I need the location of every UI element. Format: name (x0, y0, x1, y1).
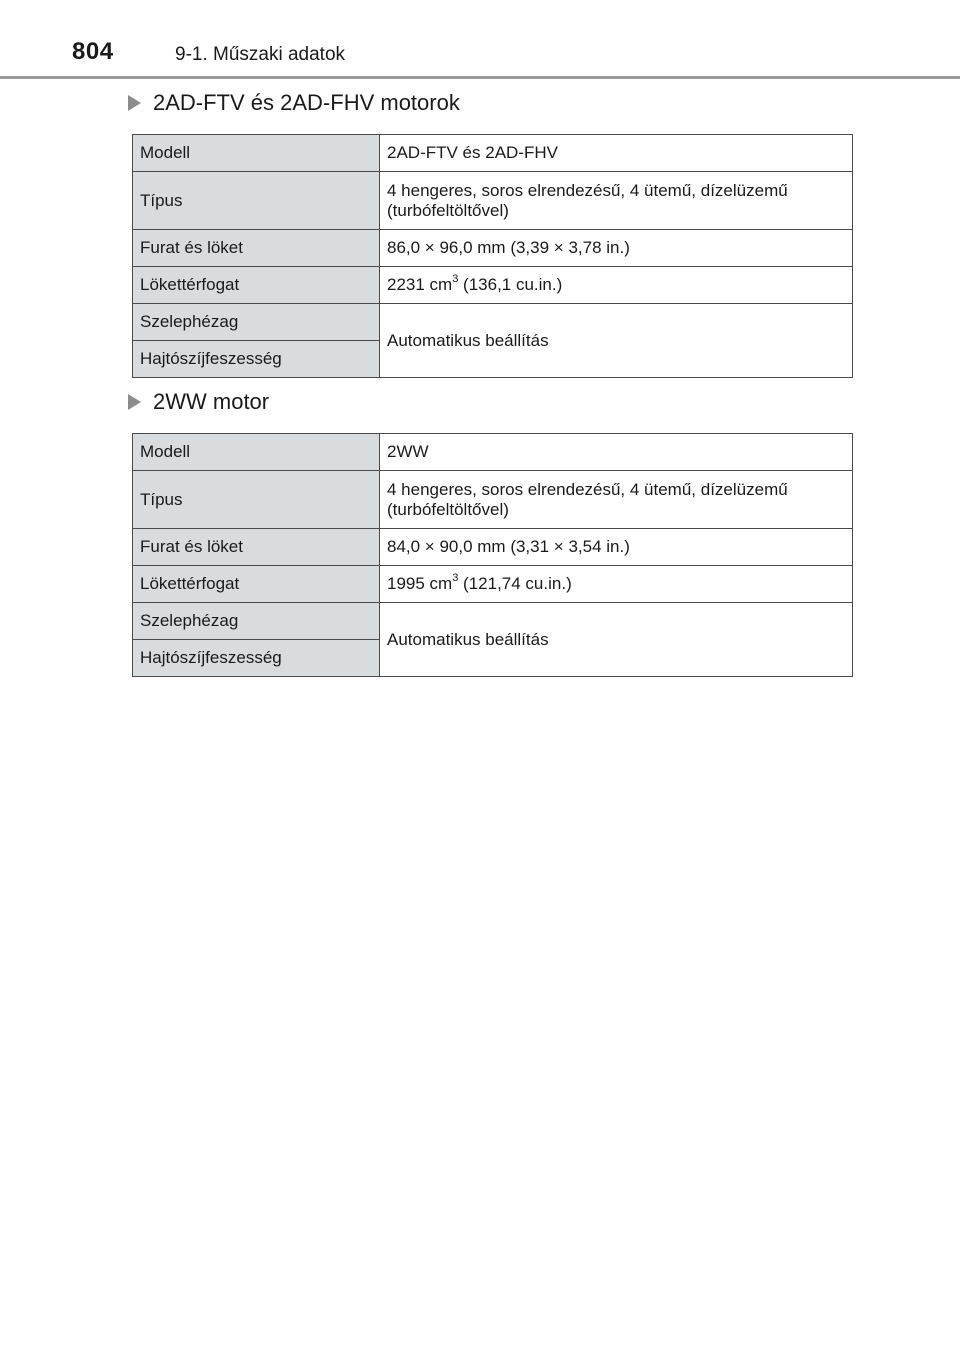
triangle-bullet-icon (128, 95, 141, 111)
row-value-merged: Automatikus beállítás (380, 304, 853, 378)
row-label: Modell (133, 135, 380, 172)
section-title-2ad (128, 90, 460, 116)
row-label: Hajtószíjfeszesség (133, 341, 380, 378)
table-row (133, 434, 853, 471)
table-row (133, 471, 853, 529)
value-suffix: (121,74 cu.in.) (458, 574, 572, 593)
row-value: 2WW (380, 434, 853, 471)
row-value-merged: Automatikus beállítás (380, 603, 853, 677)
section-title-2ww (128, 389, 269, 415)
chapter-title: 9-1. Műszaki adatok (175, 44, 346, 65)
table-row (133, 603, 853, 640)
row-label: Szelephézag (133, 304, 380, 341)
page-header (0, 0, 960, 80)
table-row (133, 172, 853, 230)
table-row (133, 529, 853, 566)
row-label: Furat és löket (133, 230, 380, 267)
value-main: 1995 cm (387, 574, 453, 593)
row-value (380, 566, 853, 603)
triangle-bullet-icon (128, 394, 141, 410)
row-value: 86,0 × 96,0 mm (3,39 × 3,78 in.) (380, 230, 853, 267)
table-row (133, 135, 853, 172)
spec-table-2ad (132, 134, 853, 378)
value-main: 2231 cm (387, 275, 453, 294)
row-label: Típus (133, 471, 380, 529)
section-title-text: 2AD-FTV és 2AD-FHV motorok (153, 90, 460, 115)
table-row (133, 230, 853, 267)
row-label: Furat és löket (133, 529, 380, 566)
section-title-text: 2WW motor (153, 389, 270, 414)
row-label: Típus (133, 172, 380, 230)
value-suffix: (136,1 cu.in.) (458, 275, 563, 294)
value-superscript: 3 (452, 273, 459, 286)
row-label: Hajtószíjfeszesség (133, 640, 380, 677)
row-value (380, 267, 853, 304)
row-label: Lökettérfogat (133, 267, 380, 304)
row-value: 4 hengeres, soros elrendezésű, 4 ütemű, dízelüzemű (turbófeltöltővel) (380, 172, 853, 230)
row-value: 84,0 × 90,0 mm (3,31 × 3,54 in.) (380, 529, 853, 566)
row-label: Lökettérfogat (133, 566, 380, 603)
table-row (133, 304, 853, 341)
row-value: 4 hengeres, soros elrendezésű, 4 ütemű, dízelüzemű (turbófeltöltővel) (380, 471, 853, 529)
page-number: 804 (72, 38, 114, 65)
spec-table-2ww (132, 433, 853, 677)
row-value: 2AD-FTV és 2AD-FHV (380, 135, 853, 172)
row-label: Modell (133, 434, 380, 471)
header-divider (0, 76, 960, 79)
row-label: Szelephézag (133, 603, 380, 640)
table-row (133, 267, 853, 304)
table-row (133, 566, 853, 603)
value-superscript: 3 (452, 572, 459, 585)
